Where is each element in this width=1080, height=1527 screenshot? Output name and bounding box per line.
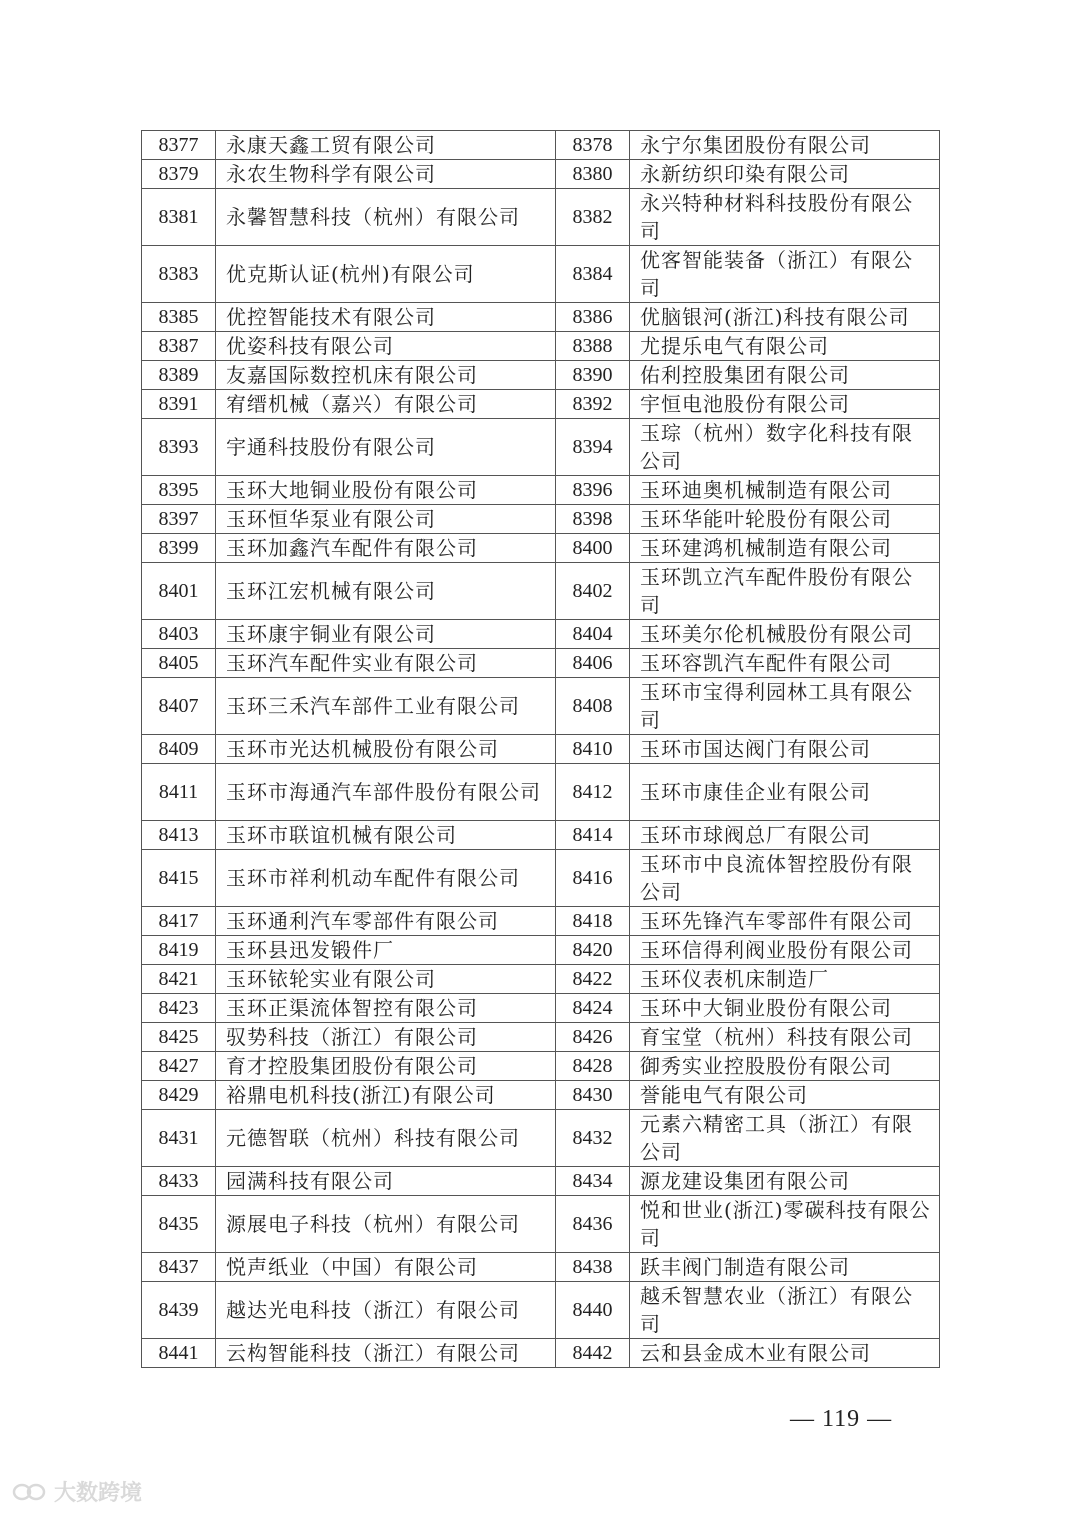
company-number-cell: 8436 [556,1196,630,1253]
company-number-cell: 8419 [142,936,216,965]
company-name-cell: 优脑银河(浙江)科技有限公司 [630,303,940,332]
table-row [142,1052,940,1081]
company-number-cell: 8423 [142,994,216,1023]
company-name-cell: 元德智联（杭州）科技有限公司 [216,1110,556,1167]
table-row [142,1110,940,1167]
company-name-cell: 育宝堂（杭州）科技有限公司 [630,1023,940,1052]
company-name-cell: 裕鼎电机科技(浙江)有限公司 [216,1081,556,1110]
company-name-cell: 永兴特种材料科技股份有限公司 [630,189,940,246]
company-name-cell: 友嘉国际数控机床有限公司 [216,361,556,390]
company-name-cell: 玉环汽车配件实业有限公司 [216,649,556,678]
company-name-cell: 优控智能技术有限公司 [216,303,556,332]
company-name-cell: 玉环通利汽车零部件有限公司 [216,907,556,936]
company-number-cell: 8379 [142,160,216,189]
company-name-cell: 永新纺织印染有限公司 [630,160,940,189]
company-number-cell: 8388 [556,332,630,361]
company-name-cell: 玉环凯立汽车配件股份有限公司 [630,563,940,620]
page-number: — 119 — [790,1406,893,1432]
company-number-cell: 8425 [142,1023,216,1052]
company-number-cell: 8383 [142,246,216,303]
company-number-cell: 8441 [142,1339,216,1368]
company-name-cell: 玉环市康佳企业有限公司 [630,764,940,821]
table-row [142,1023,940,1052]
company-number-cell: 8392 [556,390,630,419]
company-name-cell: 永馨智慧科技（杭州）有限公司 [216,189,556,246]
company-number-cell: 8396 [556,476,630,505]
company-number-cell: 8402 [556,563,630,620]
company-name-cell: 玉环市光达机械股份有限公司 [216,735,556,764]
company-number-cell: 8414 [556,821,630,850]
company-number-cell: 8381 [142,189,216,246]
table-row [142,534,940,563]
company-name-cell: 玉环加鑫汽车配件有限公司 [216,534,556,563]
company-number-cell: 8398 [556,505,630,534]
table-row [142,620,940,649]
company-number-cell: 8417 [142,907,216,936]
company-number-cell: 8431 [142,1110,216,1167]
company-name-cell: 玉环正渠流体智控有限公司 [216,994,556,1023]
company-number-cell: 8432 [556,1110,630,1167]
table-body [142,131,940,1368]
company-name-cell: 尤提乐电气有限公司 [630,332,940,361]
table-row [142,332,940,361]
company-number-cell: 8408 [556,678,630,735]
table-row [142,1081,940,1110]
company-name-cell: 玉环建鸿机械制造有限公司 [630,534,940,563]
company-name-cell: 玉环容凯汽车配件有限公司 [630,649,940,678]
company-name-cell: 玉环中大铜业股份有限公司 [630,994,940,1023]
company-number-cell: 8412 [556,764,630,821]
company-name-cell: 玉环江宏机械有限公司 [216,563,556,620]
company-name-cell: 玉环恒华泵业有限公司 [216,505,556,534]
company-number-cell: 8413 [142,821,216,850]
company-name-cell: 宥缙机械（嘉兴）有限公司 [216,390,556,419]
company-number-cell: 8407 [142,678,216,735]
company-name-cell: 永宁尔集团股份有限公司 [630,131,940,160]
company-number-cell: 8399 [142,534,216,563]
table-row [142,649,940,678]
table-row [142,764,940,821]
company-number-cell: 8384 [556,246,630,303]
company-name-cell: 驭势科技（浙江）有限公司 [216,1023,556,1052]
company-number-cell: 8429 [142,1081,216,1110]
company-number-cell: 8439 [142,1282,216,1339]
company-name-cell: 誉能电气有限公司 [630,1081,940,1110]
company-name-cell: 玉环市宝得利园林工具有限公司 [630,678,940,735]
company-name-cell: 元素六精密工具（浙江）有限公司 [630,1110,940,1167]
company-name-cell: 优客智能装备（浙江）有限公司 [630,246,940,303]
company-name-cell: 玉环县迅发锻件厂 [216,936,556,965]
company-name-cell: 玉环先锋汽车零部件有限公司 [630,907,940,936]
company-number-cell: 8387 [142,332,216,361]
table-row [142,1253,940,1282]
company-name-cell: 悦声纸业（中国）有限公司 [216,1253,556,1282]
company-number-cell: 8378 [556,131,630,160]
company-name-cell: 玉环华能叶轮股份有限公司 [630,505,940,534]
company-number-cell: 8418 [556,907,630,936]
table-row [142,1339,940,1368]
company-name-cell: 跃丰阀门制造有限公司 [630,1253,940,1282]
company-name-cell: 玉环市祥利机动车配件有限公司 [216,850,556,907]
table-row [142,505,940,534]
company-number-cell: 8433 [142,1167,216,1196]
company-number-cell: 8400 [556,534,630,563]
company-number-cell: 8427 [142,1052,216,1081]
table-row [142,850,940,907]
company-name-cell: 源龙建设集团有限公司 [630,1167,940,1196]
chat-bubble-logo-icon [12,1481,48,1503]
watermark-text: 大数跨境 [54,1481,143,1506]
company-number-cell: 8430 [556,1081,630,1110]
company-name-cell: 玉环市中良流体智控股份有限公司 [630,850,940,907]
company-name-cell: 宇恒电池股份有限公司 [630,390,940,419]
company-name-cell: 优克斯认证(杭州)有限公司 [216,246,556,303]
company-number-cell: 8415 [142,850,216,907]
table-row [142,821,940,850]
company-number-cell: 8420 [556,936,630,965]
company-name-cell: 悦和世业(浙江)零碳科技有限公司 [630,1196,940,1253]
company-name-cell: 玉环市联谊机械有限公司 [216,821,556,850]
company-number-cell: 8421 [142,965,216,994]
table-row [142,1167,940,1196]
company-name-cell: 佑利控股集团有限公司 [630,361,940,390]
company-name-cell: 云构智能科技（浙江）有限公司 [216,1339,556,1368]
company-number-cell: 8428 [556,1052,630,1081]
company-name-cell: 玉环铱轮实业有限公司 [216,965,556,994]
company-number-cell: 8424 [556,994,630,1023]
company-number-cell: 8389 [142,361,216,390]
company-number-cell: 8440 [556,1282,630,1339]
company-name-cell: 玉环美尔伦机械股份有限公司 [630,620,940,649]
company-number-cell: 8397 [142,505,216,534]
company-number-cell: 8386 [556,303,630,332]
company-name-cell: 越禾智慧农业（浙江）有限公司 [630,1282,940,1339]
company-name-cell: 育才控股集团股份有限公司 [216,1052,556,1081]
table-row [142,303,940,332]
table-row [142,1196,940,1253]
company-name-cell: 玉环迪奥机械制造有限公司 [630,476,940,505]
table-row [142,965,940,994]
table-row [142,160,940,189]
company-number-cell: 8426 [556,1023,630,1052]
company-number-cell: 8403 [142,620,216,649]
table-row [142,563,940,620]
company-name-cell: 玉环康宇铜业有限公司 [216,620,556,649]
table-row [142,994,940,1023]
company-number-cell: 8410 [556,735,630,764]
company-number-cell: 8437 [142,1253,216,1282]
table-row [142,131,940,160]
table-row [142,246,940,303]
table-row [142,419,940,476]
company-name-cell: 永康天鑫工贸有限公司 [216,131,556,160]
table-row [142,361,940,390]
company-number-cell: 8395 [142,476,216,505]
company-number-cell: 8401 [142,563,216,620]
company-number-cell: 8435 [142,1196,216,1253]
company-number-cell: 8409 [142,735,216,764]
company-number-cell: 8380 [556,160,630,189]
company-number-cell: 8406 [556,649,630,678]
company-name-cell: 永农生物科学有限公司 [216,160,556,189]
table-row [142,1282,940,1339]
company-name-cell: 优姿科技有限公司 [216,332,556,361]
company-number-cell: 8382 [556,189,630,246]
company-number-cell: 8394 [556,419,630,476]
company-number-cell: 8411 [142,764,216,821]
company-name-cell: 玉琮（杭州）数字化科技有限公司 [630,419,940,476]
company-number-cell: 8391 [142,390,216,419]
company-number-cell: 8442 [556,1339,630,1368]
table-row [142,936,940,965]
company-name-cell: 源展电子科技（杭州）有限公司 [216,1196,556,1253]
company-name-cell: 宇通科技股份有限公司 [216,419,556,476]
company-name-cell: 玉环三禾汽车部件工业有限公司 [216,678,556,735]
company-number-cell: 8393 [142,419,216,476]
company-name-cell: 云和县金成木业有限公司 [630,1339,940,1368]
company-name-cell: 玉环大地铜业股份有限公司 [216,476,556,505]
table-row [142,678,940,735]
company-name-cell: 玉环市国达阀门有限公司 [630,735,940,764]
company-name-cell: 玉环仪表机床制造厂 [630,965,940,994]
company-number-cell: 8385 [142,303,216,332]
company-number-cell: 8404 [556,620,630,649]
table-row [142,907,940,936]
company-list-table [141,130,940,1368]
company-number-cell: 8434 [556,1167,630,1196]
company-name-cell: 玉环市球阀总厂有限公司 [630,821,940,850]
company-number-cell: 8390 [556,361,630,390]
table-row [142,735,940,764]
table-row [142,390,940,419]
company-name-cell: 园满科技有限公司 [216,1167,556,1196]
company-number-cell: 8416 [556,850,630,907]
table-row [142,476,940,505]
company-number-cell: 8422 [556,965,630,994]
company-number-cell: 8377 [142,131,216,160]
table-row [142,189,940,246]
company-number-cell: 8438 [556,1253,630,1282]
company-number-cell: 8405 [142,649,216,678]
company-name-cell: 玉环市海通汽车部件股份有限公司 [216,764,556,821]
company-name-cell: 玉环信得利阀业股份有限公司 [630,936,940,965]
company-name-cell: 越达光电科技（浙江）有限公司 [216,1282,556,1339]
company-name-cell: 御秀实业控股股份有限公司 [630,1052,940,1081]
watermark [12,1476,142,1507]
